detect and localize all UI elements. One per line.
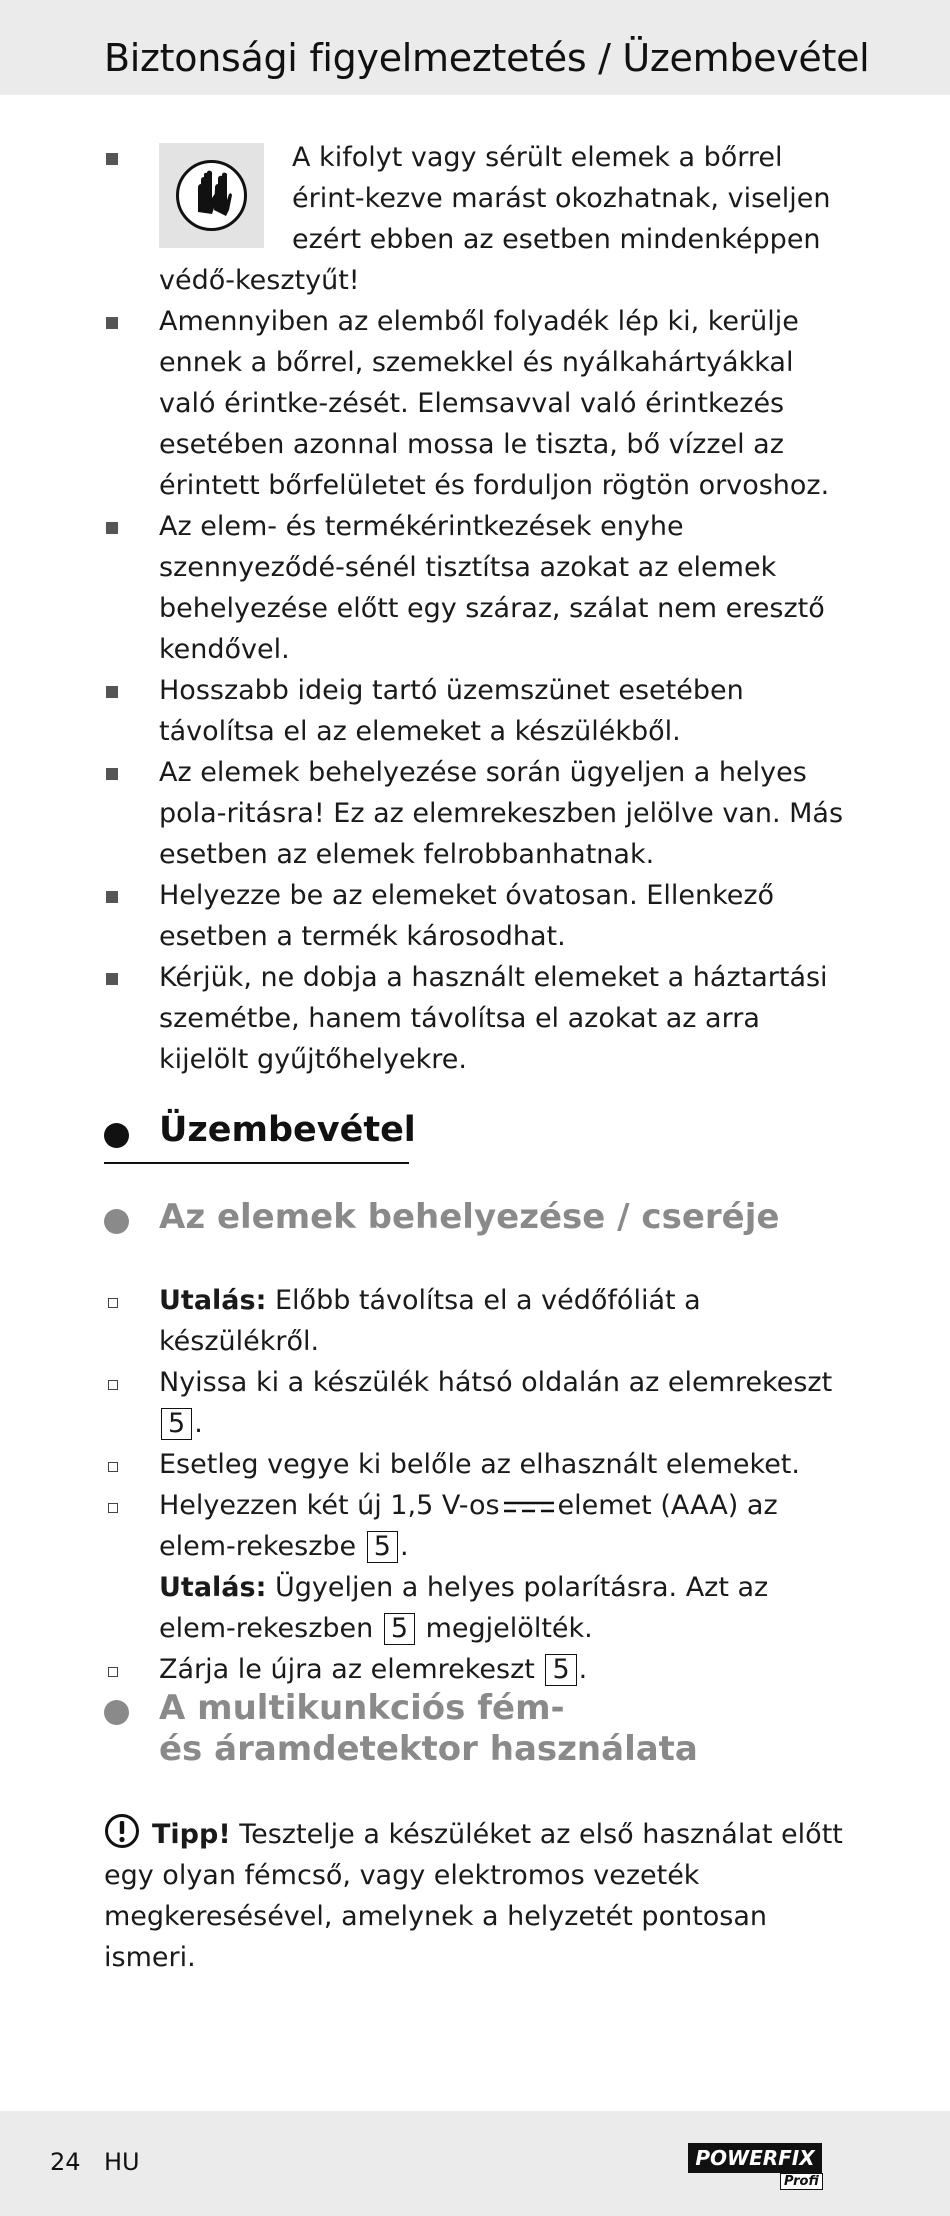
list-item [104,137,856,301]
section-heading-main [104,1110,416,1164]
protective-gloves-icon [174,158,249,233]
language-code: HU [104,2148,140,2176]
exclamation-circle-icon [104,1813,140,1849]
bullet-dot-icon [104,1700,129,1725]
period: . [194,1408,203,1439]
page-title: Biztonsági figyelmeztetés / Üzembevétel [104,36,870,80]
bullet-square-icon [106,891,118,903]
subsection-title-line2: és áramdetektor használata [159,1729,698,1769]
powerfix-logo [688,2143,846,2189]
step-text: Előbb távolítsa el a védőfóliát a készülékről. [159,1285,701,1357]
list-item [104,957,856,1080]
bullet-square-icon [106,973,118,985]
note-label: Utalás: [159,1572,267,1603]
bullet-text: Helyezze be az elemeket óvatosan. Ellenkező esetben a termék károsodhat. [159,880,775,952]
list-item [104,752,856,875]
tip-label: Tipp! [152,1819,231,1850]
dc-voltage-symbol-icon [502,1496,556,1518]
checkbox-icon [108,1667,118,1677]
step-item [104,1485,856,1649]
step-text: Zárja le újra az elemrekeszt [159,1654,544,1685]
subsection-title [159,1688,698,1770]
step-item [104,1280,856,1362]
section-title: Üzembevétel [159,1110,416,1150]
bullet-text: A kifolyt vagy sérült elemek a bőrrel érint-kezve marást okozhatnak, viseljen ezért ebben az esetben mindenképpen védő-kesztyűt! [159,142,831,296]
subsection-title-line1: A multikunkciós fém- [159,1688,565,1728]
step-item [104,1362,856,1444]
bullet-dot-icon [104,1123,129,1148]
battery-steps-list [104,1280,856,1690]
list-item [104,301,856,506]
checkbox-icon [108,1298,118,1308]
period: . [399,1531,409,1562]
step-text: Helyezzen két új 1,5 V-os [159,1490,500,1521]
list-item [104,506,856,670]
tip-paragraph [104,1813,856,1978]
logo-main-text: POWERFIX [688,2143,822,2173]
bullet-dot-icon [104,1209,129,1234]
list-item [104,875,856,957]
step-text: Esetleg vegye ki belőle az elhasznált elemeket. [159,1449,800,1480]
bullet-text: Amennyiben az elemből folyadék lép ki, kerülje ennek a bőrrel, szemekkel és nyálkahártyákkal való érintke-zését. Elemsavval való érintkezés esetében azonnal mossa le tiszta, bő vízzel az érintett bőrfelületet és forduljon rögtön orvoshoz. [159,306,830,501]
period: . [578,1654,588,1685]
tip-text: Tesztelje a készüléket az első használat előtt egy olyan fémcső, vagy elektromos vezeték megkeresésével, amelynek a helyzetét pontosan ismeri. [104,1819,843,1973]
bullet-square-icon [106,522,118,534]
bullet-text: Kérjük, ne dobja a használt elemeket a háztartási szemétbe, hanem távolítsa el azokat az arra kijelölt gyűjtőhelyekre. [159,962,828,1075]
part-reference-5: 5 [384,1613,415,1645]
list-item [104,670,856,752]
bullet-text: Az elem- és termékérintkezések enyhe szennyeződé-sénél tisztítsa azokat az elemek behelyezése előtt egy száraz, szálat nem eresztő kendővel. [159,511,825,665]
subsection-title: Az elemek behelyezése / cseréje [159,1197,780,1237]
bullet-square-icon [106,317,118,329]
note-text-end: megjelölték. [417,1613,593,1644]
page-number: 24 [50,2148,81,2176]
checkbox-icon [108,1503,118,1513]
part-reference-5: 5 [161,1408,192,1440]
step-text: elemet (AAA) az elem-rekeszbe [159,1490,778,1562]
part-reference-5: 5 [545,1654,576,1686]
note-label: Utalás: [159,1285,267,1316]
step-item [104,1649,856,1690]
step-text: Nyissa ki a készülék hátsó oldalán az elemrekeszt [159,1367,833,1398]
logo-sub-text: Profi [780,2173,823,2190]
page-footer [0,2111,950,2216]
step-item [104,1444,856,1485]
checkbox-icon [108,1380,118,1390]
part-reference-5: 5 [367,1531,398,1563]
bullet-text: Az elemek behelyezése során ügyeljen a helyes pola-ritásra! Ez az elemrekeszben jelölve van. Más esetben az elemek felrobbanhatnak. [159,757,844,870]
page-header [0,0,950,95]
safety-warning-list [104,137,856,1080]
glove-icon-box [159,143,264,248]
checkbox-icon [108,1462,118,1472]
bullet-square-icon [106,686,118,698]
note-text: Ügyeljen a helyes polarításra. Azt az elem-rekeszben [159,1572,769,1644]
bullet-square-icon [106,153,118,165]
bullet-text: Hosszabb ideig tartó üzemszünet esetében távolítsa el az elemeket a készülékből. [159,675,744,747]
bullet-square-icon [106,768,118,780]
